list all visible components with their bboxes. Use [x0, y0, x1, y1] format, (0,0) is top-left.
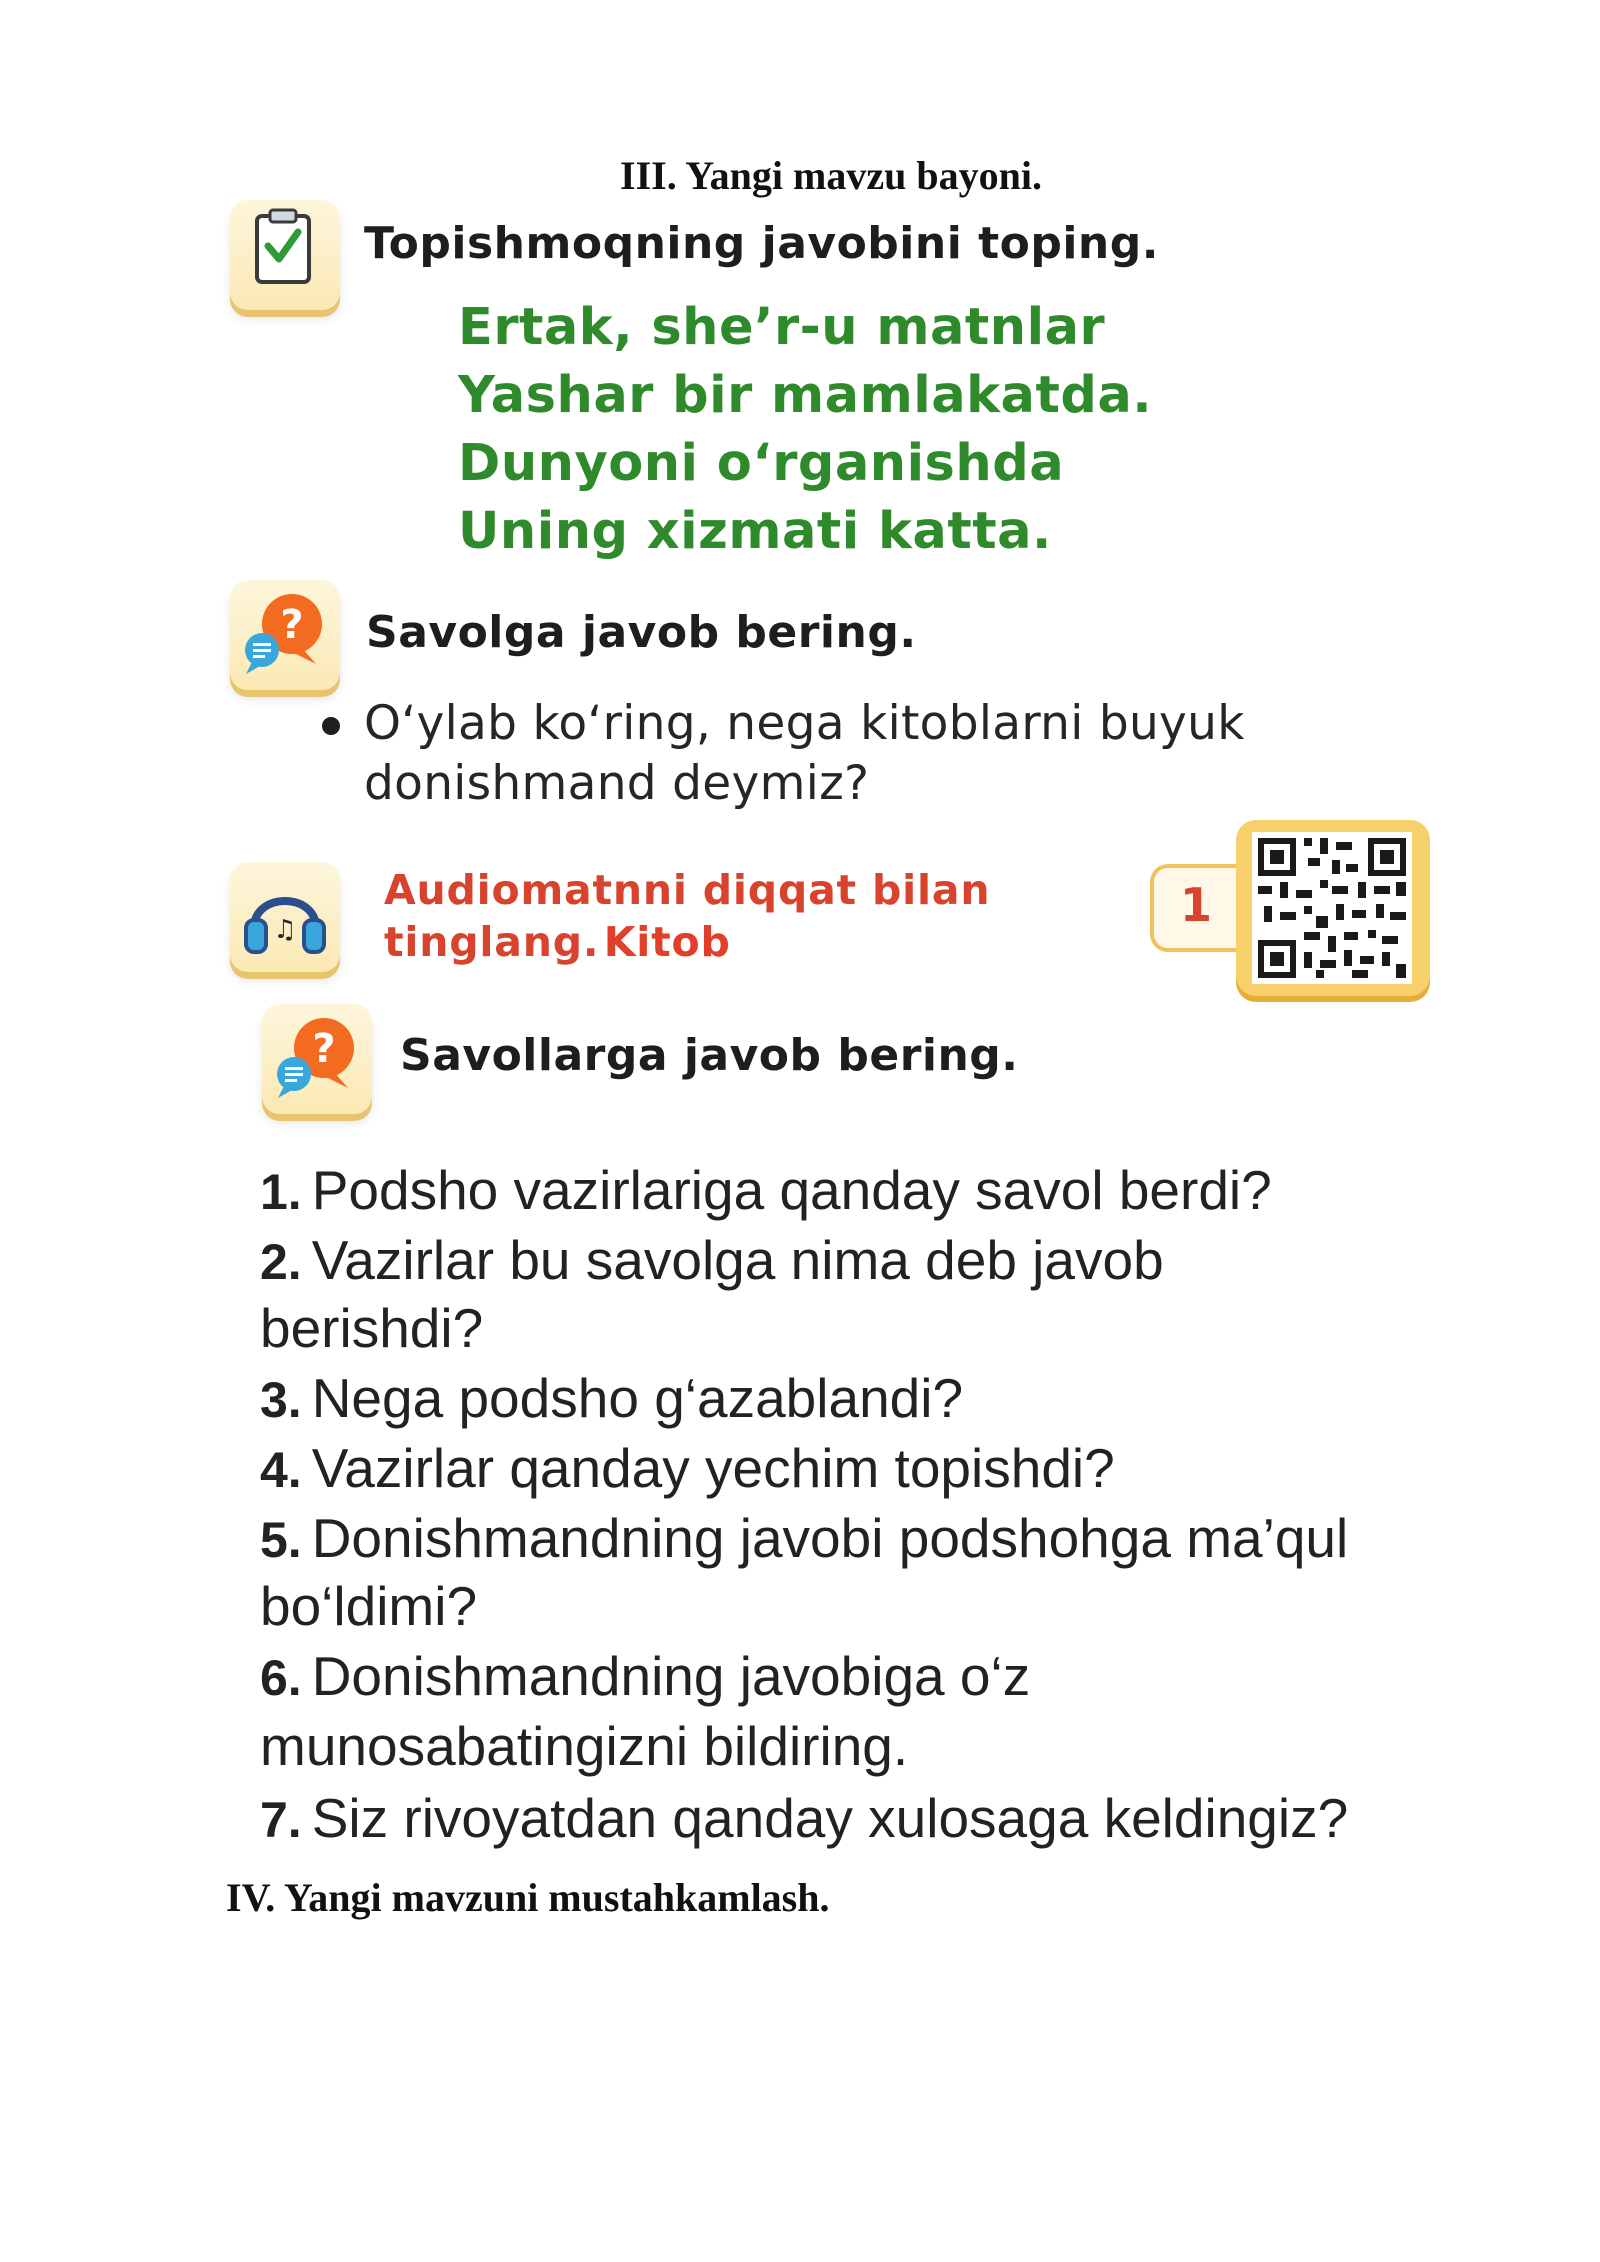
question-text: Donishmandning javobiga o‘z	[311, 1645, 1031, 1707]
question-chat-icon	[230, 580, 340, 690]
question-number: 3.	[260, 1372, 302, 1428]
question-text: Nega podsho g‘azablandi?	[311, 1367, 964, 1429]
audio-instruction-line-2	[384, 918, 731, 966]
bullet-point	[322, 717, 340, 735]
question-item-2-cont: berishdi?	[260, 1297, 484, 1359]
question-number: 2.	[260, 1234, 302, 1290]
audio-instruction-prefix: tinglang.	[384, 918, 600, 966]
question-number: 1.	[260, 1164, 302, 1220]
question-item-4	[260, 1436, 1115, 1500]
question-text: Podsho vazirlariga qanday savol berdi?	[311, 1159, 1272, 1221]
question-item-7	[260, 1786, 1348, 1850]
question-item-5-cont: bo‘ldimi?	[260, 1575, 478, 1637]
audio-text-title: Kitob	[603, 918, 731, 966]
question-number: 4.	[260, 1442, 302, 1498]
headphones-icon	[230, 862, 340, 972]
riddle-line-4: Uning xizmati katta.	[458, 502, 1052, 561]
question-item-1	[260, 1158, 1272, 1222]
question-text: Donishmandning javobi podshohga ma’qul	[311, 1507, 1349, 1569]
track-number: 1	[1179, 878, 1212, 932]
question-chat-icon	[262, 1004, 372, 1114]
question-item-3	[260, 1366, 963, 1430]
question-text: Vazirlar qanday yechim topishdi?	[311, 1437, 1115, 1499]
riddle-line-1: Ertak, she’r-u matnlar	[458, 298, 1106, 357]
question-number: 5.	[260, 1512, 302, 1568]
svg-text:?: ?	[280, 602, 304, 648]
audio-instruction-line-1: Audiomatnni diqqat bilan	[384, 866, 991, 914]
question-number: 6.	[260, 1650, 302, 1706]
question-item-6-cont: munosabatingizni bildiring.	[260, 1715, 909, 1777]
question-text: Siz rivoyatdan qanday xulosaga keldingiz?	[311, 1787, 1349, 1849]
question-item-6	[260, 1644, 1030, 1708]
svg-text:?: ?	[312, 1026, 336, 1072]
section-heading-4: IV. Yangi mavzuni mustahkamlash.	[226, 1875, 830, 1920]
qr-code-icon	[1236, 820, 1430, 996]
question-text: Vazirlar bu savolga nima deb javob	[311, 1229, 1164, 1291]
question-item-5	[260, 1506, 1348, 1570]
riddle-task-title: Topishmoqning javobini toping.	[364, 218, 1159, 269]
svg-text:♫: ♫	[273, 915, 297, 945]
question-task-title: Savolga javob bering.	[366, 607, 917, 658]
question-line-1: O‘ylab ko‘ring, nega kitoblarni buyuk	[364, 696, 1245, 751]
checklist-icon	[230, 200, 340, 310]
qr-code-card[interactable]	[1236, 820, 1430, 996]
question-item-2	[260, 1228, 1164, 1292]
section-heading-3: III. Yangi mavzu bayoni.	[620, 153, 1042, 198]
question-line-2: donishmand deymiz?	[364, 756, 870, 811]
riddle-line-3: Dunyoni o‘rganishda	[458, 434, 1065, 493]
questions-task-title: Savollarga javob bering.	[400, 1030, 1019, 1081]
riddle-line-2: Yashar bir mamlakatda.	[458, 366, 1153, 425]
question-number: 7.	[260, 1792, 302, 1848]
